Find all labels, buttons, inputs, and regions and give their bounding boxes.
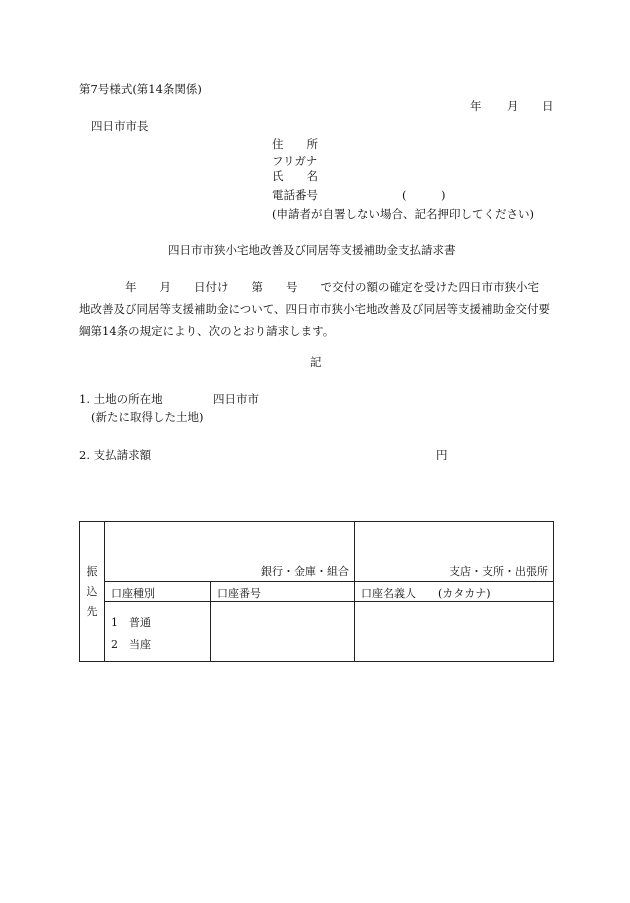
signature-note: (申請者が自署しない場合、記名押印してください) xyxy=(272,207,534,221)
phone-label: 電話番号 xyxy=(272,188,318,202)
account-type-option-ordinary[interactable]: 1 普通 xyxy=(111,616,151,629)
body-line-3: 綱第14条の規定により、次のとおり請求します。 xyxy=(79,324,335,338)
name-label: 氏 名 xyxy=(272,169,318,183)
transfer-destination-label: 振込先 xyxy=(86,564,98,618)
date-month-label: 月 xyxy=(507,99,519,113)
payment-amount-label: 2. 支払請求額 xyxy=(79,448,152,462)
account-holder-cell[interactable] xyxy=(355,602,554,662)
bank-name-cell[interactable] xyxy=(105,522,355,582)
account-number-header xyxy=(211,582,355,602)
phone-paren: ( ) xyxy=(402,188,446,202)
bank-transfer-table xyxy=(79,521,554,662)
land-location-label: 1. 土地の所在地 xyxy=(79,392,163,406)
body-paragraph xyxy=(79,276,553,342)
form-number: 第7号様式(第14条関係) xyxy=(79,82,202,96)
account-number-cell[interactable] xyxy=(211,602,355,662)
body-line-2: 地改善及び同居等支援補助金について、四日市市狭小宅地改善及び同居等支援補助金交付要 xyxy=(79,302,551,316)
account-type-option-current[interactable]: 2 当座 xyxy=(111,638,151,651)
body-line-1: 年 月 日付け 第 号 で交付の額の確定を受けた四日市市狭小宅 xyxy=(79,280,539,294)
document-title: 四日市市狭小宅地改善及び同居等支援補助金支払請求書 xyxy=(168,243,456,257)
yen-unit: 円 xyxy=(436,448,448,462)
transfer-destination-cell xyxy=(80,522,105,662)
furigana-label: フリガナ xyxy=(272,154,318,168)
date-year-label: 年 xyxy=(470,99,482,113)
branch-type-label: 支店・支所・出張所 xyxy=(449,565,548,578)
account-type-header-label: 口座種別 xyxy=(111,587,155,600)
account-holder-header xyxy=(355,582,554,602)
branch-name-cell[interactable] xyxy=(355,522,554,582)
account-number-header-label: 口座番号 xyxy=(217,587,261,600)
address-label: 住 所 xyxy=(272,137,318,151)
land-location-note: (新たに取得した土地) xyxy=(91,410,204,424)
land-location-value: 四日市市 xyxy=(213,392,259,406)
bank-type-label: 銀行・金庫・組合 xyxy=(261,565,349,578)
addressee: 四日市市長 xyxy=(91,119,149,133)
date-day-label: 日 xyxy=(542,99,554,113)
account-type-header xyxy=(105,582,211,602)
account-holder-header-label: 口座名義人 (カタカナ) xyxy=(361,587,491,600)
account-type-cell[interactable] xyxy=(105,602,211,662)
ki-heading: 記 xyxy=(310,355,322,369)
